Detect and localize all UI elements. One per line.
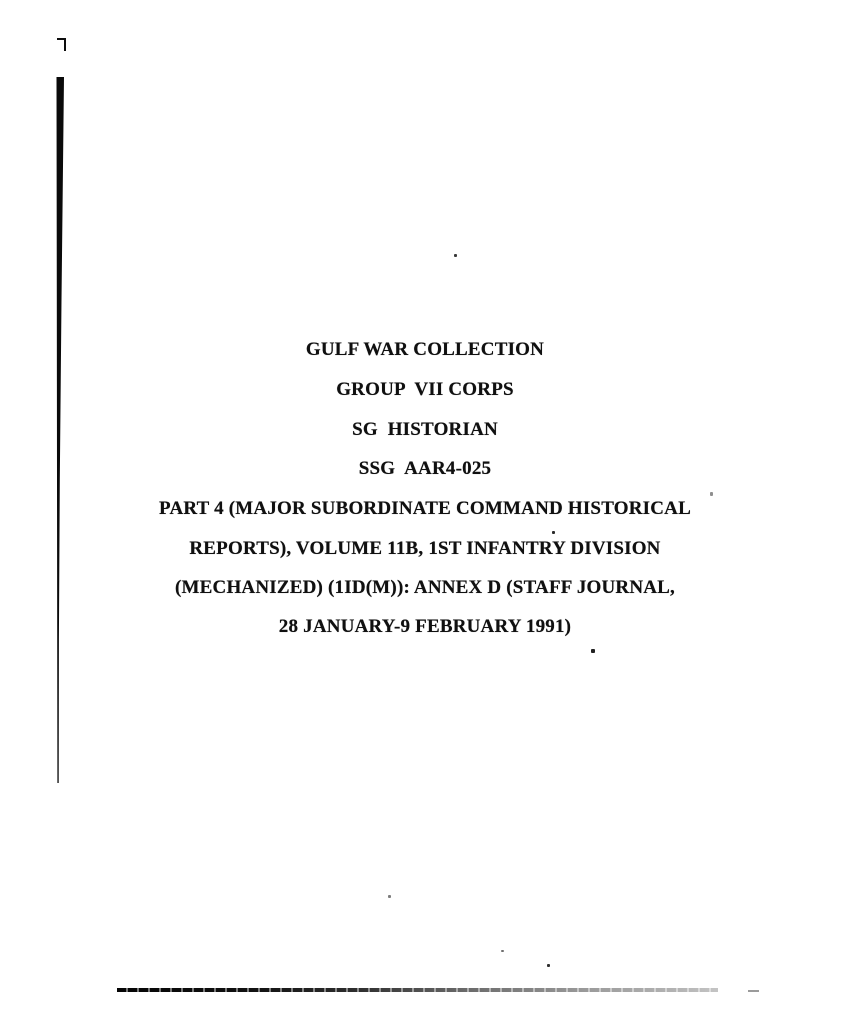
- title-line-part4: PART 4 (MAJOR SUBORDINATE COMMAND HISTORICAL: [159, 498, 691, 519]
- title-line-sg-historian: SG HISTORIAN: [352, 419, 498, 440]
- scan-speck: [454, 254, 457, 257]
- title-line-date-range: 28 JANUARY-9 FEBRUARY 1991): [278, 616, 572, 637]
- scan-speck: [388, 895, 391, 898]
- title-line-reports-volume: REPORTS), VOLUME 11B, 1ST INFANTRY DIVISION: [189, 538, 661, 559]
- bottom-scan-line-tick: [748, 990, 759, 992]
- scan-speck: [501, 950, 504, 952]
- scan-speck: [591, 649, 595, 653]
- scan-speck: [710, 492, 713, 496]
- title-line-ssg-number: SSG AAR4-025: [358, 458, 492, 479]
- title-line-group-corps: GROUP VII CORPS: [336, 379, 514, 400]
- title-line-collection: GULF WAR COLLECTION: [305, 339, 545, 360]
- scan-speck: [552, 531, 555, 534]
- bottom-scan-line: [117, 988, 718, 992]
- title-line-mechanized-annex: (MECHANIZED) (1ID(M)): ANNEX D (STAFF JOURNAL,: [175, 577, 675, 598]
- scan-speck: [547, 964, 550, 967]
